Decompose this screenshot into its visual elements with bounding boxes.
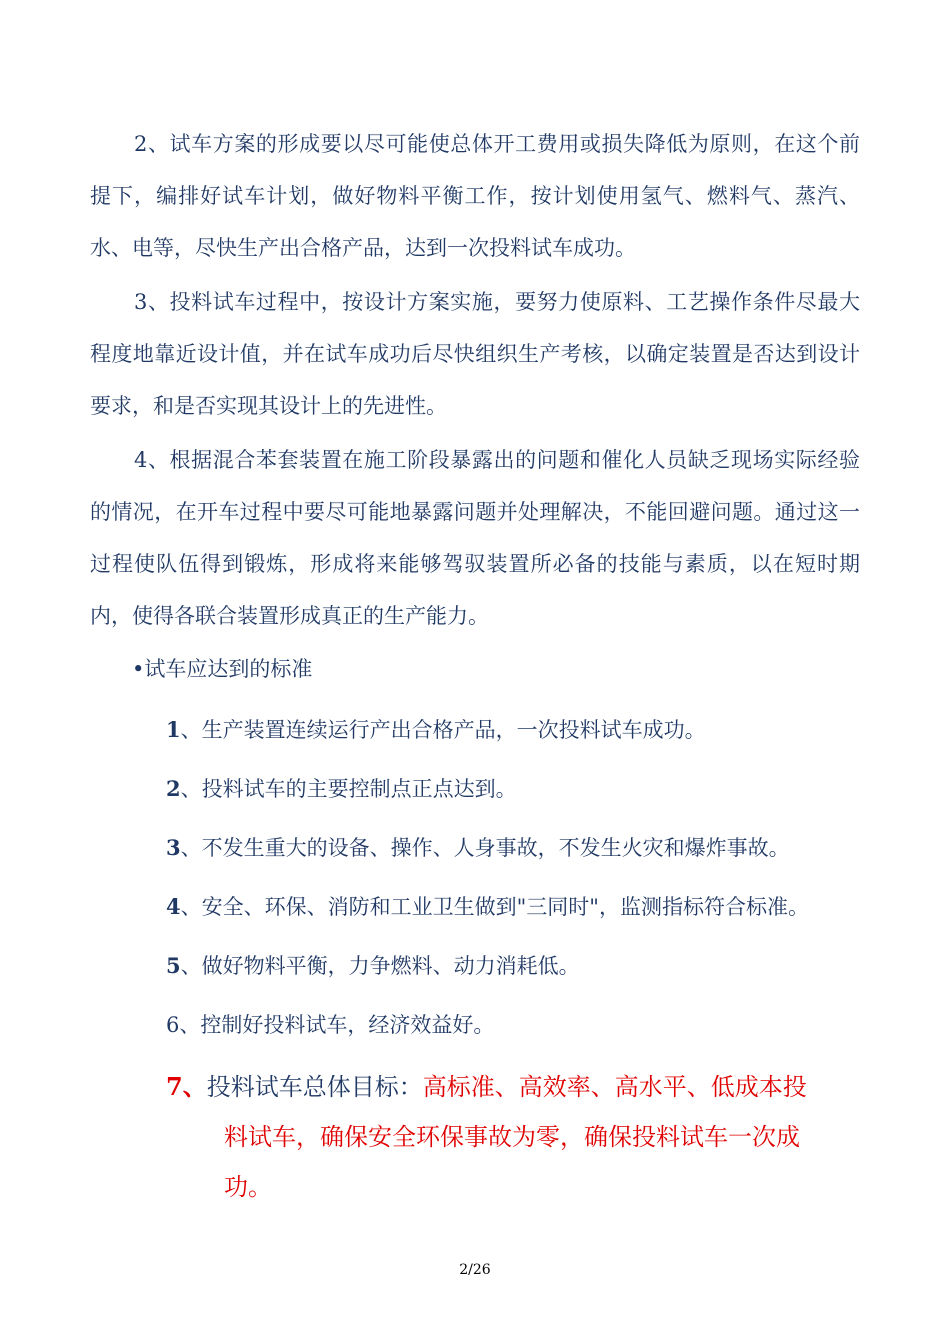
item-number: 5 <box>166 953 181 978</box>
target-text-line-3: 功。 <box>224 1173 272 1201</box>
standard-item-3 <box>166 833 790 863</box>
overall-target <box>166 1062 856 1212</box>
item-text: 安全、环保、消防和工业卫生做到"三同时"，监测指标符合标准。 <box>201 895 809 919</box>
target-text-line-1: 高标准、高效率、高水平、低成本投 <box>422 1073 807 1101</box>
item-text: 投料试车的主要控制点正点达到。 <box>201 777 517 801</box>
item-number: 3 <box>166 835 181 860</box>
standard-item-1 <box>166 715 706 745</box>
item-number: 2 <box>166 776 181 801</box>
item-separator: 、 <box>180 836 202 860</box>
standard-item-4 <box>166 892 809 922</box>
paragraph-2: 2、试车方案的形成要以尽可能使总体开工费用或损失降低为原则，在这个前提下，编排好试车计划，做好物料平衡工作，按计划使用氢气、燃料气、蒸汽、水、电等，尽快生产出合格产品，达到一次投料试车成功。 <box>90 132 860 260</box>
standards-heading: •试车应达到的标准 <box>132 657 313 681</box>
standard-item-6 <box>166 1010 494 1040</box>
item-separator: 、 <box>179 1013 201 1037</box>
paragraph-4: 4、根据混合苯套装置在施工阶段暴露出的问题和催化人员缺乏现场实际经验的情况，在开车过程中要尽可能地暴露问题并处理解决，不能回避问题。通过这一过程使队伍得到锻炼，形成将来能够驾驭装置所必备的技能与素质，以在短时期内，使得各联合装置形成真正的生产能力。 <box>90 448 860 628</box>
item-separator: 、 <box>180 954 202 978</box>
item-text: 不发生重大的设备、操作、人身事故，不发生火灾和爆炸事故。 <box>201 836 790 860</box>
page-number: 2/26 <box>459 1262 491 1278</box>
item-number: 1 <box>166 717 181 742</box>
standard-item-5 <box>166 951 580 981</box>
item-text: 生产装置连续运行产出合格产品，一次投料试车成功。 <box>201 718 706 742</box>
item-number: 6 <box>166 1013 180 1037</box>
standard-item-2 <box>166 774 517 804</box>
target-label: 投料试车总体目标： <box>206 1073 423 1101</box>
target-number: 7、 <box>166 1072 207 1101</box>
item-separator: 、 <box>180 718 202 742</box>
item-separator: 、 <box>180 777 202 801</box>
item-text: 做好物料平衡，力争燃料、动力消耗低。 <box>201 954 580 978</box>
target-text-line-2: 料试车，确保安全环保事故为零，确保投料试车一次成 <box>224 1123 800 1151</box>
paragraph-3: 3、投料试车过程中，按设计方案实施，要努力使原料、工艺操作条件尽最大程度地靠近设计值，并在试车成功后尽快组织生产考核，以确定装置是否达到设计要求，和是否实现其设计上的先进性。 <box>90 290 860 418</box>
item-number: 4 <box>166 894 181 919</box>
item-text: 控制好投料试车，经济效益好。 <box>200 1013 495 1037</box>
item-separator: 、 <box>180 895 202 919</box>
